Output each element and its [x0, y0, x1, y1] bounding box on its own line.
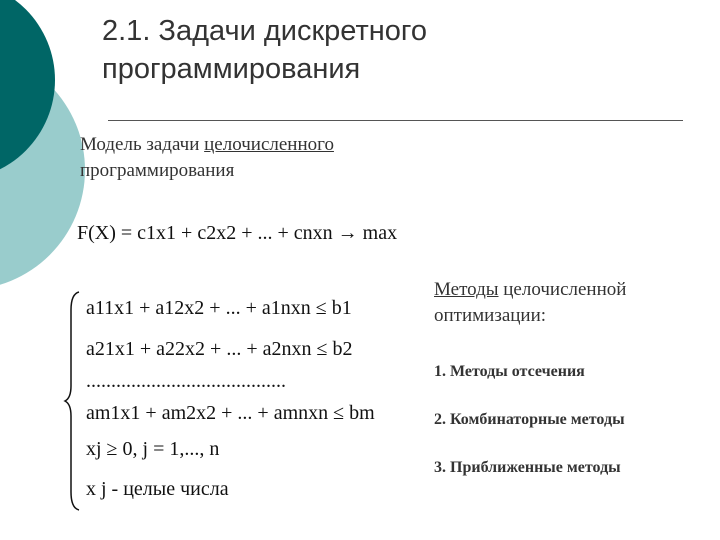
subtitle-line-2: программирования: [80, 160, 235, 181]
list-item: 2. Комбинаторные методы: [434, 411, 625, 428]
title-line-2: программирования: [102, 53, 361, 85]
list-item: 3. Приближенные методы: [434, 459, 621, 476]
decorative-circles: [0, 0, 90, 290]
nonnegativity-constraint: xj ≥ 0, j = 1,..., n: [86, 438, 220, 460]
subtitle-underlined: целочисленного: [204, 134, 334, 155]
methods-heading-underlined: Методы: [434, 279, 499, 300]
title-line-1: 2.1. Задачи дискретного: [102, 15, 427, 47]
methods-heading-line-2: оптимизации:: [434, 305, 547, 326]
system-brace: [63, 290, 83, 512]
methods-heading-text: целочисленной: [498, 279, 627, 300]
integer-constraint: x j - целые числа: [86, 478, 229, 500]
subtitle-text: Модель задачи: [80, 134, 205, 155]
list-item: 1. Методы отсечения: [434, 363, 585, 380]
methods-list: [434, 362, 625, 506]
slide-title: [102, 12, 427, 88]
title-divider: [108, 120, 683, 121]
constraint-row-m: am1x1 + am2x2 + ... + amnxn ≤ bm: [86, 402, 375, 424]
model-subtitle: [80, 132, 334, 184]
constraint-row-1: a11x1 + a12x2 + ... + a1nxn ≤ b1: [86, 297, 352, 319]
objective-function: F(X) = c1x1 + c2x2 + ... + cnxn → max: [77, 222, 398, 244]
constraint-ellipsis: ........................................: [86, 370, 286, 392]
methods-heading: [434, 277, 626, 329]
constraint-row-2: a21x1 + a22x2 + ... + a2nxn ≤ b2: [86, 338, 353, 360]
